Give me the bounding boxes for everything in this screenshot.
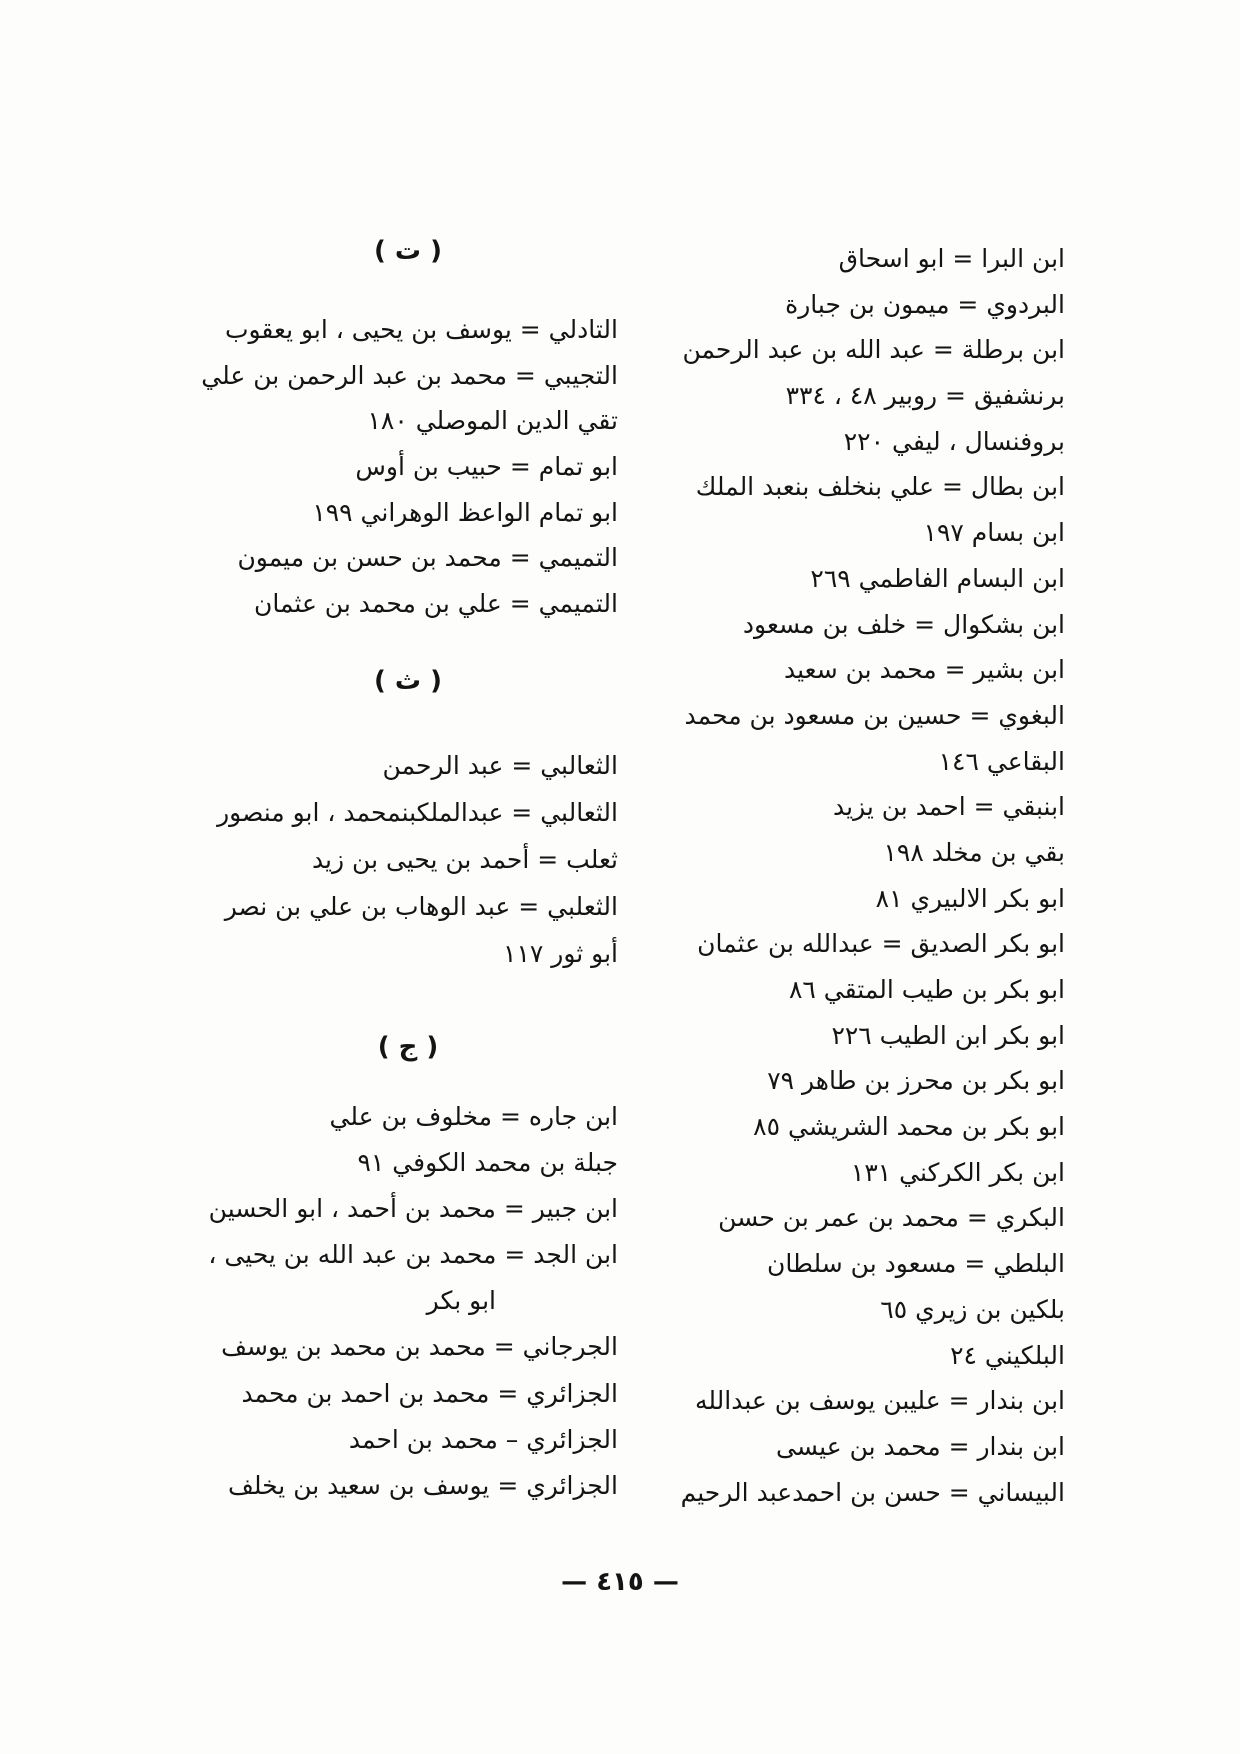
index-entry: ابن برطلة = عبد الله بن عبد الرحمن xyxy=(682,335,1065,365)
index-entry: الجزائري – محمد بن احمد xyxy=(348,1424,618,1454)
section-heading-jim: ( ج ) xyxy=(377,1032,439,1062)
index-entry: ابو تمام = حبيب بن أوس xyxy=(355,452,618,482)
index-entry: ابن البسام الفاطمي ٢٦٩ xyxy=(810,563,1065,593)
index-entry: ابن جاره = مخلوف بن علي xyxy=(329,1102,618,1131)
index-entry: ابن بندار = محمد بن عيسى xyxy=(776,1431,1065,1461)
index-entry: الثعالبي = عبد الرحمن xyxy=(382,751,618,780)
index-entry: التميمي = علي بن محمد بن عثمان xyxy=(253,589,618,619)
index-entry: أبو ثور ١١٧ xyxy=(503,939,618,968)
index-entry: ابو بكر بن طيب المتقي ٨٦ xyxy=(789,975,1065,1004)
index-entry: التميمي = محمد بن حسن بن ميمون xyxy=(237,543,618,573)
index-entry: البيساني = حسن بن احمدعبد الرحيم xyxy=(680,1477,1065,1507)
index-entry: ابن بندار = عليبن يوسف بن عبدالله xyxy=(694,1386,1065,1416)
index-entry: الثعالبي = عبدالملكبنمحمد ، ابو منصور xyxy=(217,798,618,827)
index-entry: ابو بكر الالبيري ٨١ xyxy=(875,883,1065,913)
index-entry: البغوي = حسين بن مسعود بن محمد xyxy=(684,700,1065,730)
index-entry: الجزائري = محمد بن احمد بن محمد xyxy=(241,1378,618,1408)
index-entry: البلطي = مسعود بن سلطان xyxy=(767,1249,1065,1279)
section-heading-tha: ( ث ) xyxy=(374,666,442,696)
page-number: — ٤١٥ — xyxy=(561,1567,679,1597)
index-entry: ابو بكر الصديق = عبدالله بن عثمان xyxy=(697,929,1065,959)
index-entry: التجيبي = محمد بن عبد الرحمن بن علي xyxy=(201,360,618,390)
index-entry: ابن البرا = ابو اسحاق xyxy=(838,244,1065,273)
index-entry: ثعلب = أحمد بن يحيى بن زيد xyxy=(311,845,618,874)
index-entry: ابو بكر بن محرز بن طاهر ٧٩ xyxy=(767,1066,1065,1096)
index-entry: الثعلبي = عبد الوهاب بن علي بن نصر xyxy=(224,892,618,921)
index-entry: ابن بسام ١٩٧ xyxy=(923,518,1065,548)
index-entry: تقي الدين الموصلي ١٨٠ xyxy=(367,406,618,436)
index-entry: الجرجاني = محمد بن محمد بن يوسف xyxy=(221,1332,618,1362)
index-section-tha xyxy=(98,742,618,977)
index-entry: ابن بشير = محمد بن سعيد xyxy=(784,655,1065,685)
index-entry: بروفنسال ، ليفي ٢٢٠ xyxy=(843,426,1065,456)
index-entry: ابن بكر الكركني ١٣١ xyxy=(850,1157,1065,1187)
index-entry: بقي بن مخلد ١٩٨ xyxy=(883,837,1065,867)
index-entry: ابن بشكوال = خلف بن مسعود xyxy=(742,609,1065,639)
index-entry: برنشفيق = روبير ٤٨ ، ٣٣٤ xyxy=(785,381,1065,411)
index-entry: البردوي = ميمون بن جبارة xyxy=(785,289,1065,319)
index-section-jim xyxy=(98,1094,618,1509)
index-entry: ابن بطال = علي بنخلف بنعبد الملك xyxy=(695,472,1065,502)
index-entry: البكري = محمد بن عمر بن حسن xyxy=(718,1203,1065,1233)
index-entry: البقاعي ١٤٦ xyxy=(938,746,1065,776)
index-entry: جبلة بن محمد الكوفي ٩١ xyxy=(357,1148,618,1178)
section-heading-ta: ( ت ) xyxy=(374,236,442,266)
index-section-ta xyxy=(98,307,618,627)
index-entry: ابو بكر بن محمد الشريشي ٨٥ xyxy=(753,1112,1065,1142)
index-entry: الجزائري = يوسف بن سعيد بن يخلف xyxy=(228,1470,618,1500)
index-entry: ابو تمام الواعظ الوهراني ١٩٩ xyxy=(312,497,618,527)
index-entry: ابنبقي = احمد بن يزيد xyxy=(832,792,1065,822)
index-entry: ابن الجد = محمد بن عبد الله بن يحيى ، xyxy=(208,1240,618,1270)
index-entry: البلكيني ٢٤ xyxy=(950,1340,1065,1370)
index-entry-continuation: ابو بكر xyxy=(426,1286,496,1316)
index-entry: ابو بكر ابن الطيب ٢٢٦ xyxy=(831,1020,1065,1050)
index-entry: ابن جبير = محمد بن أحمد ، ابو الحسين xyxy=(208,1194,618,1224)
index-entry: بلكين بن زيري ٦٥ xyxy=(880,1294,1065,1324)
index-entry: التادلي = يوسف بن يحيى ، ابو يعقوب xyxy=(224,315,618,344)
